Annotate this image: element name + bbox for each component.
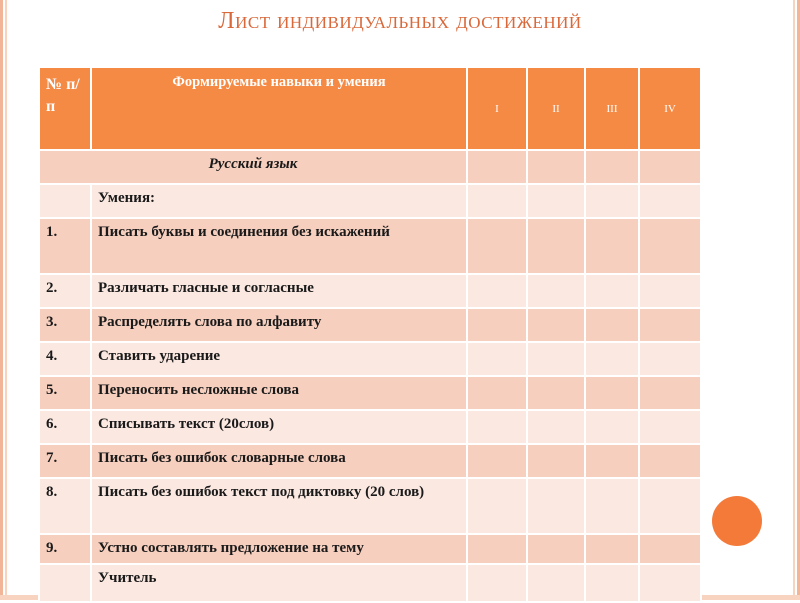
- grade-cell[interactable]: [467, 376, 527, 410]
- grade-cell[interactable]: [639, 376, 701, 410]
- table-row: [39, 444, 701, 478]
- grade-cell[interactable]: [585, 150, 639, 184]
- grade-cell[interactable]: [585, 444, 639, 478]
- grade-cell[interactable]: [527, 478, 585, 534]
- subject-row: [39, 150, 701, 184]
- row-skill: Устно составлять предложение на тему: [91, 534, 467, 564]
- row-skill: Различать гласные и согласные: [91, 274, 467, 308]
- header-num: № п/п: [39, 67, 91, 150]
- grade-cell[interactable]: [639, 218, 701, 274]
- subject-cell: Русский язык: [39, 150, 467, 184]
- grade-cell[interactable]: [585, 410, 639, 444]
- grade-cell[interactable]: [639, 564, 701, 602]
- grade-cell[interactable]: [585, 478, 639, 534]
- table-row: [39, 308, 701, 342]
- grade-cell[interactable]: [639, 410, 701, 444]
- grade-cell[interactable]: [467, 534, 527, 564]
- row-num: 4.: [39, 342, 91, 376]
- header-term-4: IV: [639, 67, 701, 150]
- row-num: 7.: [39, 444, 91, 478]
- grade-cell[interactable]: [467, 218, 527, 274]
- grade-cell[interactable]: [639, 274, 701, 308]
- row-num: 8.: [39, 478, 91, 534]
- grade-cell[interactable]: [467, 150, 527, 184]
- grade-cell[interactable]: [467, 478, 527, 534]
- grade-cell[interactable]: [639, 308, 701, 342]
- section-label: Умения:: [91, 184, 467, 218]
- table-row: [39, 410, 701, 444]
- grade-cell[interactable]: [527, 274, 585, 308]
- grade-cell[interactable]: [585, 184, 639, 218]
- row-skill: Распределять слова по алфавиту: [91, 308, 467, 342]
- grade-cell[interactable]: [585, 376, 639, 410]
- header-term-1: I: [467, 67, 527, 150]
- grade-cell[interactable]: [585, 564, 639, 602]
- grade-cell[interactable]: [527, 564, 585, 602]
- grade-cell[interactable]: [527, 444, 585, 478]
- table-row: [39, 342, 701, 376]
- teacher-label: Учитель: [91, 564, 467, 602]
- grade-cell[interactable]: [639, 150, 701, 184]
- teacher-row: [39, 564, 701, 602]
- grade-cell[interactable]: [639, 184, 701, 218]
- achievements-table: [38, 66, 702, 603]
- row-num: 9.: [39, 534, 91, 564]
- num-cell: [39, 184, 91, 218]
- row-skill: Писать без ошибок словарные слова: [91, 444, 467, 478]
- grade-cell[interactable]: [585, 342, 639, 376]
- grade-cell[interactable]: [527, 410, 585, 444]
- grade-cell[interactable]: [467, 342, 527, 376]
- row-skill: Писать буквы и соединения без искажений: [91, 218, 467, 274]
- grade-cell[interactable]: [527, 150, 585, 184]
- grade-cell[interactable]: [585, 274, 639, 308]
- header-skills: Формируемые навыки и умения: [91, 67, 467, 150]
- grade-cell[interactable]: [527, 218, 585, 274]
- grade-cell[interactable]: [639, 342, 701, 376]
- decorative-circle: [712, 496, 762, 546]
- grade-cell[interactable]: [527, 184, 585, 218]
- grade-cell[interactable]: [527, 534, 585, 564]
- table-row: [39, 534, 701, 564]
- grade-cell[interactable]: [639, 444, 701, 478]
- row-skill: Переносить несложные слова: [91, 376, 467, 410]
- grade-cell[interactable]: [639, 534, 701, 564]
- row-num: 2.: [39, 274, 91, 308]
- grade-cell[interactable]: [467, 308, 527, 342]
- row-num: 1.: [39, 218, 91, 274]
- table-row: [39, 478, 701, 534]
- right-border-decoration: [793, 0, 800, 600]
- table-row: [39, 218, 701, 274]
- grade-cell[interactable]: [527, 308, 585, 342]
- grade-cell[interactable]: [467, 274, 527, 308]
- table-row: [39, 376, 701, 410]
- grade-cell[interactable]: [467, 184, 527, 218]
- row-num: 3.: [39, 308, 91, 342]
- table-row: [39, 274, 701, 308]
- row-skill: Ставить ударение: [91, 342, 467, 376]
- grade-cell[interactable]: [585, 218, 639, 274]
- row-skill: Писать без ошибок текст под диктовку (20 слов): [91, 478, 467, 534]
- row-num: 6.: [39, 410, 91, 444]
- grade-cell[interactable]: [467, 564, 527, 602]
- row-num: 5.: [39, 376, 91, 410]
- grade-cell[interactable]: [585, 308, 639, 342]
- left-border-decoration: [0, 0, 7, 600]
- row-skill: Списывать текст (20слов): [91, 410, 467, 444]
- grade-cell[interactable]: [527, 342, 585, 376]
- grade-cell[interactable]: [467, 444, 527, 478]
- section-row: [39, 184, 701, 218]
- num-cell: [39, 564, 91, 602]
- grade-cell[interactable]: [467, 410, 527, 444]
- grade-cell[interactable]: [527, 376, 585, 410]
- header-term-2: II: [527, 67, 585, 150]
- table-header-row: [39, 67, 701, 150]
- grade-cell[interactable]: [639, 478, 701, 534]
- header-term-3: III: [585, 67, 639, 150]
- page-title: Лист индивидуальных достижений: [218, 8, 582, 34]
- grade-cell[interactable]: [585, 534, 639, 564]
